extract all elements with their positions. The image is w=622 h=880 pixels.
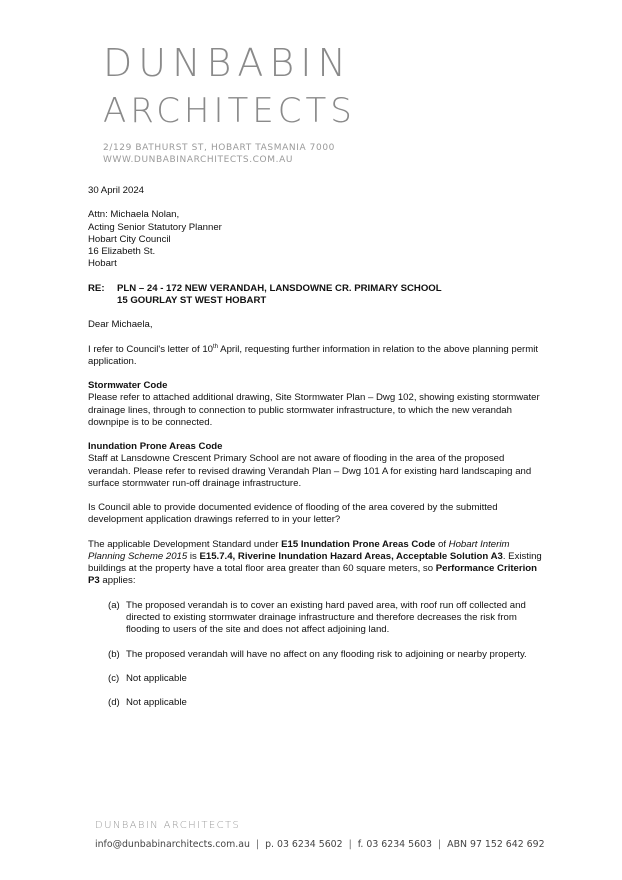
letter-date: 30 April 2024 — [88, 185, 145, 196]
subject-address: 15 GOURLAY ST WEST HOBART — [117, 294, 267, 306]
letterhead-website: WWW.DUNBABINARCHITECTS.COM.AU — [103, 155, 294, 165]
list-item — [88, 697, 548, 709]
list-text: The proposed verandah will have no affect on any flooding risk to adjoining or nearby property. — [126, 648, 527, 660]
footer-separator: | — [255, 839, 260, 850]
list-text: The proposed verandah is to cover an existing hard paved area, with roof run off collected and directed to existing stormwater drainage infrastructure and therefore decreases the risk from flooding to users of the site and does not affect adjoining land. — [126, 599, 526, 636]
list-marker: (a) — [108, 599, 120, 611]
footer-fax: f. 03 6234 5603 — [357, 839, 432, 850]
stormwater-heading: Stormwater Code — [88, 380, 168, 392]
footer-phone: p. 03 6234 5602 — [265, 839, 343, 850]
list-marker: (b) — [108, 648, 120, 660]
list-item — [88, 673, 548, 685]
letterhead-address-block — [103, 142, 335, 166]
footer-brand: DUNBABIN ARCHITECTS — [95, 820, 241, 831]
subject-title: PLN – 24 - 172 NEW VERANDAH, LANSDOWNE CR. PRIMARY SCHOOL — [117, 282, 442, 294]
subject-label: RE: — [88, 282, 105, 294]
recipient-line: Hobart — [88, 258, 117, 270]
recipient-line: Hobart City Council — [88, 233, 171, 245]
salutation: Dear Michaela, — [88, 319, 153, 331]
company-logo — [103, 41, 356, 131]
footer-email[interactable]: info@dunbabinarchitects.com.au — [95, 839, 250, 850]
list-text: Not applicable — [126, 672, 187, 684]
inundation-paragraph: Staff at Lansdowne Crescent Primary School are not aware of flooding in the area of the proposed verandah. Please refer to revised drawing Verandah Plan – Dwg 101 A for existing hard landscaping and surface stormwater run-off drainage infrastructure. — [88, 453, 532, 489]
letter-body — [88, 185, 548, 722]
letterhead-address: 2/129 BATHURST ST, HOBART TASMANIA 7000 — [103, 143, 335, 153]
stormwater-paragraph: Please refer to attached additional drawing, Site Stormwater Plan – Dwg 102, showing existing stormwater drainage lines, through to connection to public stormwater infrastructure, to which the new verandah downpipe is to be connected. — [88, 392, 540, 428]
logo-line-1: DUNBABIN — [103, 41, 352, 85]
logo-line-2: ARCHITECTS — [103, 91, 356, 131]
question-paragraph: Is Council able to provide documented evidence of flooding of the area covered by the submitted development application drawings referred to in your letter? — [88, 502, 498, 526]
footer-contact-line — [95, 839, 545, 850]
inundation-heading: Inundation Prone Areas Code — [88, 441, 223, 453]
list-item — [88, 649, 548, 661]
recipient-line: Acting Senior Statutory Planner — [88, 221, 222, 233]
criteria-list — [88, 600, 548, 710]
list-item — [88, 600, 548, 637]
footer-separator: | — [348, 839, 352, 850]
recipient-line: 16 Elizabeth St. — [88, 246, 156, 257]
footer-separator: | — [437, 839, 442, 850]
standard-paragraph: The applicable Development Standard under E15 Inundation Prone Areas Code of Hobart Interim Planning Scheme 2015 is E15.7.4, Riverine Inundation Hazard Areas, Acceptable Solution A3. Existing buildings at the property have a total floor area greater than 60 square meters, so Performance Criterion P3 applies: — [88, 538, 542, 587]
recipient-block — [88, 209, 548, 270]
intro-paragraph: I refer to Council's letter of 10th April, requesting further information in relation to the above planning permit application. — [88, 343, 539, 367]
list-text: Not applicable — [126, 697, 187, 709]
list-marker: (c) — [108, 672, 120, 684]
subject-line — [88, 283, 548, 307]
recipient-line: Attn: Michaela Nolan, — [88, 209, 180, 221]
footer-abn: ABN 97 152 642 692 — [447, 839, 545, 850]
list-marker: (d) — [108, 697, 120, 709]
